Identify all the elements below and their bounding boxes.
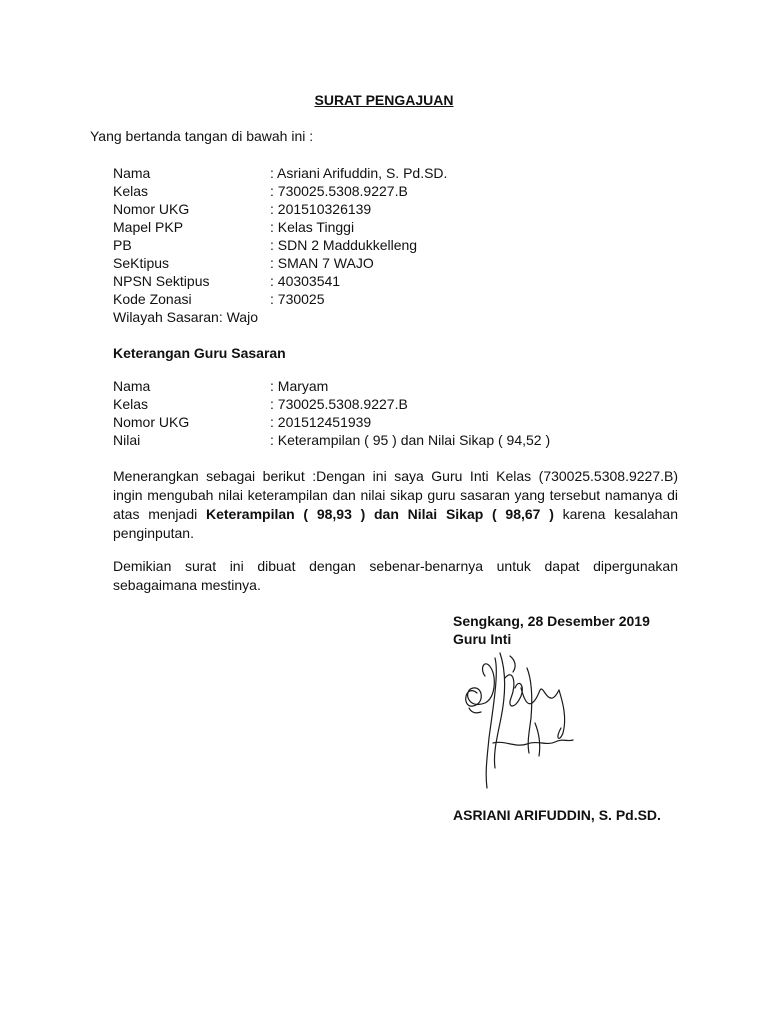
statement-new-scores: Keterampilan ( 98,93 ) dan Nilai Sikap ( 98,67 ) xyxy=(205,506,554,522)
field-row xyxy=(113,182,447,200)
field-label: Kelas xyxy=(113,183,149,199)
field-value: : 730025.5308.9227.B xyxy=(270,396,408,412)
place-date: Sengkang, 28 Desember 2019 xyxy=(453,613,650,629)
field-value: : Asriani Arifuddin, S. Pd.SD. xyxy=(270,165,448,181)
field-value: : Maryam xyxy=(270,378,329,394)
field-value: : 730025 xyxy=(270,291,325,307)
field-row xyxy=(113,377,550,395)
field-row xyxy=(113,431,550,449)
field-row xyxy=(113,218,447,236)
field-row xyxy=(113,272,447,290)
target-teacher-table xyxy=(113,377,550,449)
statement-text-after: karena kesalahan penginputan. xyxy=(113,506,678,541)
field-value: : 201512451939 xyxy=(270,414,372,430)
field-label: Nomor UKG xyxy=(113,201,190,217)
field-value: : SMAN 7 WAJO xyxy=(270,255,374,271)
target-rows xyxy=(113,377,550,449)
field-row xyxy=(113,236,447,254)
field-label: SeKtipus xyxy=(113,255,170,271)
field-label: Mapel PKP xyxy=(113,219,184,235)
field-label: Kelas xyxy=(113,396,149,412)
field-row xyxy=(113,395,550,413)
field-row xyxy=(113,164,447,182)
field-row xyxy=(113,254,447,272)
field-label: Nama xyxy=(113,165,151,181)
field-label: Nilai xyxy=(113,432,141,448)
intro-text: Yang bertanda tangan di bawah ini : xyxy=(90,128,314,144)
signer-role: Guru Inti xyxy=(453,631,512,647)
letter-title xyxy=(0,92,768,108)
field-value: : SDN 2 Maddukkelleng xyxy=(270,237,418,253)
field-row xyxy=(113,290,447,308)
field-row xyxy=(113,413,550,431)
statement-text-before: Menerangkan sebagai berikut :Dengan ini saya Guru Inti Kelas (730025.5308.9227.B) ingin mengubah nilai keterampilan dan nilai sikap guru sasaran yang tersebut namanya di atas menjadi xyxy=(113,468,678,522)
closing-paragraph: Demikian surat ini dibuat dengan sebenar-benarnya untuk dapat dipergunakan sebagaimana mestinya. xyxy=(113,558,678,593)
field-value: : Kelas Tinggi xyxy=(270,219,355,235)
identity-rows xyxy=(113,164,447,308)
identity-table xyxy=(113,164,447,308)
statement-paragraph xyxy=(113,467,678,543)
field-label: Nama xyxy=(113,378,151,394)
field-label: Kode Zonasi xyxy=(113,291,192,307)
signature-block xyxy=(453,612,650,648)
field-value: : 201510326139 xyxy=(270,201,372,217)
handwritten-signature xyxy=(455,648,585,798)
field-value: : 730025.5308.9227.B xyxy=(270,183,408,199)
letter-title-text: SURAT PENGAJUAN xyxy=(314,92,454,108)
signer-name: ASRIANI ARIFUDDIN, S. Pd.SD. xyxy=(453,807,661,823)
field-label: Nomor UKG xyxy=(113,414,190,430)
target-teacher-heading: Keterangan Guru Sasaran xyxy=(113,345,286,361)
field-label: NPSN Sektipus xyxy=(113,273,210,289)
field-value: : Keterampilan ( 95 ) dan Nilai Sikap ( 94,52 ) xyxy=(270,432,551,448)
field-row xyxy=(113,200,447,218)
field-value: : 40303541 xyxy=(270,273,341,289)
wilayah-sasaran: Wilayah Sasaran: Wajo xyxy=(113,309,258,325)
field-label: PB xyxy=(113,237,132,253)
